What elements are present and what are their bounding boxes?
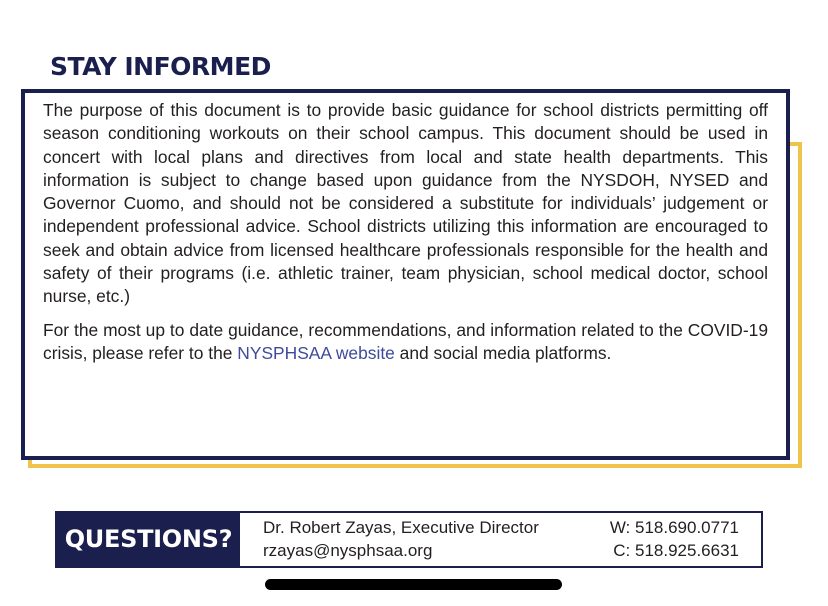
phone-numbers (610, 516, 739, 562)
cell-phone[interactable]: C: 518.925.6631 (613, 541, 739, 560)
resources-text-before-link: For the most up to date guidance, recommendations, and information related to the COVID-19 crisis, please refer to the (43, 319, 768, 363)
contact-email[interactable]: rzayas@nysphsaa.org (263, 541, 433, 560)
resources-text-after-link: and social media platforms. (394, 342, 612, 363)
questions-bar (55, 511, 763, 568)
section-heading: STAY INFORMED (50, 52, 271, 81)
nysphsaa-website-link[interactable]: NYSPHSAA website (237, 342, 395, 363)
info-paragraph-resources (43, 319, 768, 366)
home-indicator-bar[interactable] (265, 579, 562, 590)
work-phone[interactable]: W: 518.690.0771 (609, 518, 739, 537)
questions-label: QUESTIONS? (57, 513, 240, 566)
info-paragraph-purpose: The purpose of this document is to provide basic guidance for school districts permitting off season conditioning workouts on their school campus. This document should be used in concert with local plans and directives from local and state health departments. This information is subject to change based upon guidance from the NYSDOH, NYSED and Governor Cuomo, and should not be considered a substitute for individuals’ judgement or independent professional advice. School districts utilizing this information are encouraged to seek and obtain advice from licensed healthcare professionals responsible for the health and safety of their programs (i.e. athletic trainer, team physician, school medical doctor, school nurse, etc.) (43, 100, 768, 307)
contact-name: Dr. Robert Zayas, Executive Director (263, 518, 539, 537)
contact-info (263, 516, 539, 562)
info-box (21, 89, 790, 460)
